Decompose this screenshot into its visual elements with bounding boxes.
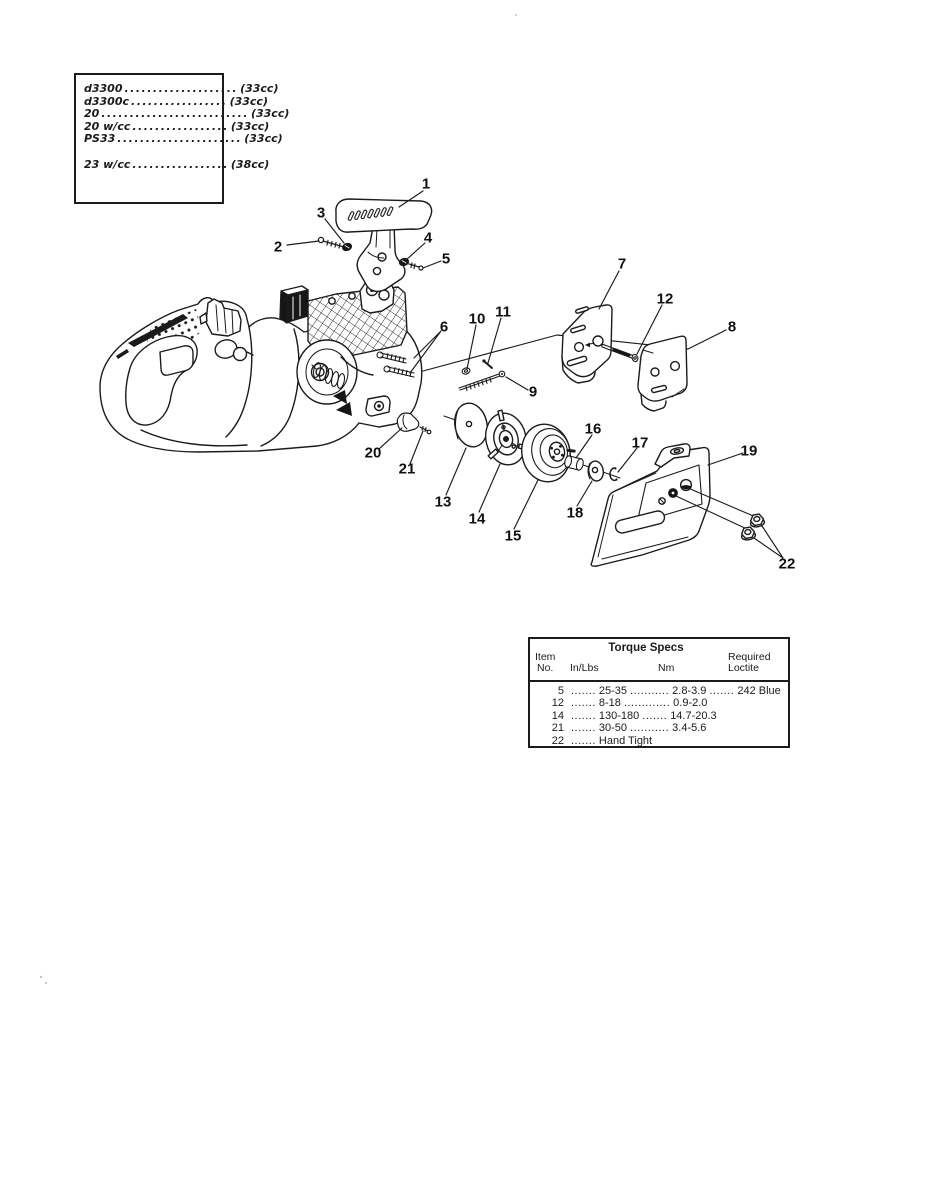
callout-5: 5 xyxy=(441,250,451,268)
torque-row: 12 ....... 8-18 ............. 0.9-2.0 xyxy=(551,697,708,710)
model-list-item: 20 w/cc ................. (33cc) xyxy=(84,119,270,133)
model-list-item xyxy=(84,145,216,158)
callout-10: 10 xyxy=(468,310,486,328)
torque-row: 14 ....... 130-180 ....... 14.7-20.3 xyxy=(551,709,717,722)
callout-18: 18 xyxy=(566,504,584,522)
torque-header-item: Item xyxy=(535,651,556,663)
callout-1: 1 xyxy=(421,175,431,193)
torque-row: 5 ....... 25-35 ........... 2.8-3.9 ....... 242 Blue xyxy=(557,685,781,697)
callout-7: 7 xyxy=(617,255,627,273)
torque-header-rule xyxy=(529,680,789,682)
callout-21: 21 xyxy=(398,460,416,478)
callout-14: 14 xyxy=(468,510,486,528)
callout-3: 3 xyxy=(316,204,326,222)
model-list-item: 20 .......................... (33cc) xyxy=(84,107,290,121)
callout-2: 2 xyxy=(273,238,283,256)
torque-header-loctite: Loctite xyxy=(728,662,759,674)
clutch-drum-15-art xyxy=(516,419,579,487)
small-fasteners-art xyxy=(459,359,505,390)
callout-9: 9 xyxy=(528,383,538,401)
torque-row: 21 ....... 30-50 ........... 3.4-5.6 xyxy=(551,722,707,735)
callout-15: 15 xyxy=(504,527,522,545)
callout-6: 6 xyxy=(439,318,449,336)
callout-12: 12 xyxy=(656,290,674,308)
clip-17-art xyxy=(610,467,618,480)
model-list-item: d3300 .................... (33cc) xyxy=(84,82,279,95)
torque-header-nm: Nm xyxy=(658,662,675,674)
callout-8: 8 xyxy=(727,318,737,336)
callout-13: 13 xyxy=(434,493,452,511)
washer-13-art xyxy=(451,400,491,450)
torque-header-no: No. xyxy=(537,662,554,674)
callout-4: 4 xyxy=(423,229,433,247)
model-list-box xyxy=(74,73,290,204)
torque-row: 22 ....... Hand Tight xyxy=(551,734,653,747)
washer-18-art xyxy=(587,460,605,482)
tensioner-knob-art xyxy=(397,413,430,434)
callout-16: 16 xyxy=(584,420,602,438)
callout-22: 22 xyxy=(778,555,796,573)
model-list-item: d3300c ................. (33cc) xyxy=(84,94,268,108)
callout-20: 20 xyxy=(364,444,382,462)
torque-header-required: Required xyxy=(728,651,771,663)
callout-11: 11 xyxy=(495,303,511,321)
callout-19: 19 xyxy=(740,442,758,460)
callout-17: 17 xyxy=(631,434,649,452)
torque-header-inlbs: In/Lbs xyxy=(570,662,599,674)
clutch-cover-art xyxy=(591,444,765,566)
model-list-item: 23 w/cc ................. (38cc) xyxy=(84,157,270,171)
model-list-item: PS33 ...................... (33cc) xyxy=(84,132,283,146)
torque-specs-table xyxy=(528,637,790,748)
torque-specs-title: Torque Specs xyxy=(608,642,684,654)
guide-plates-art xyxy=(562,305,687,411)
